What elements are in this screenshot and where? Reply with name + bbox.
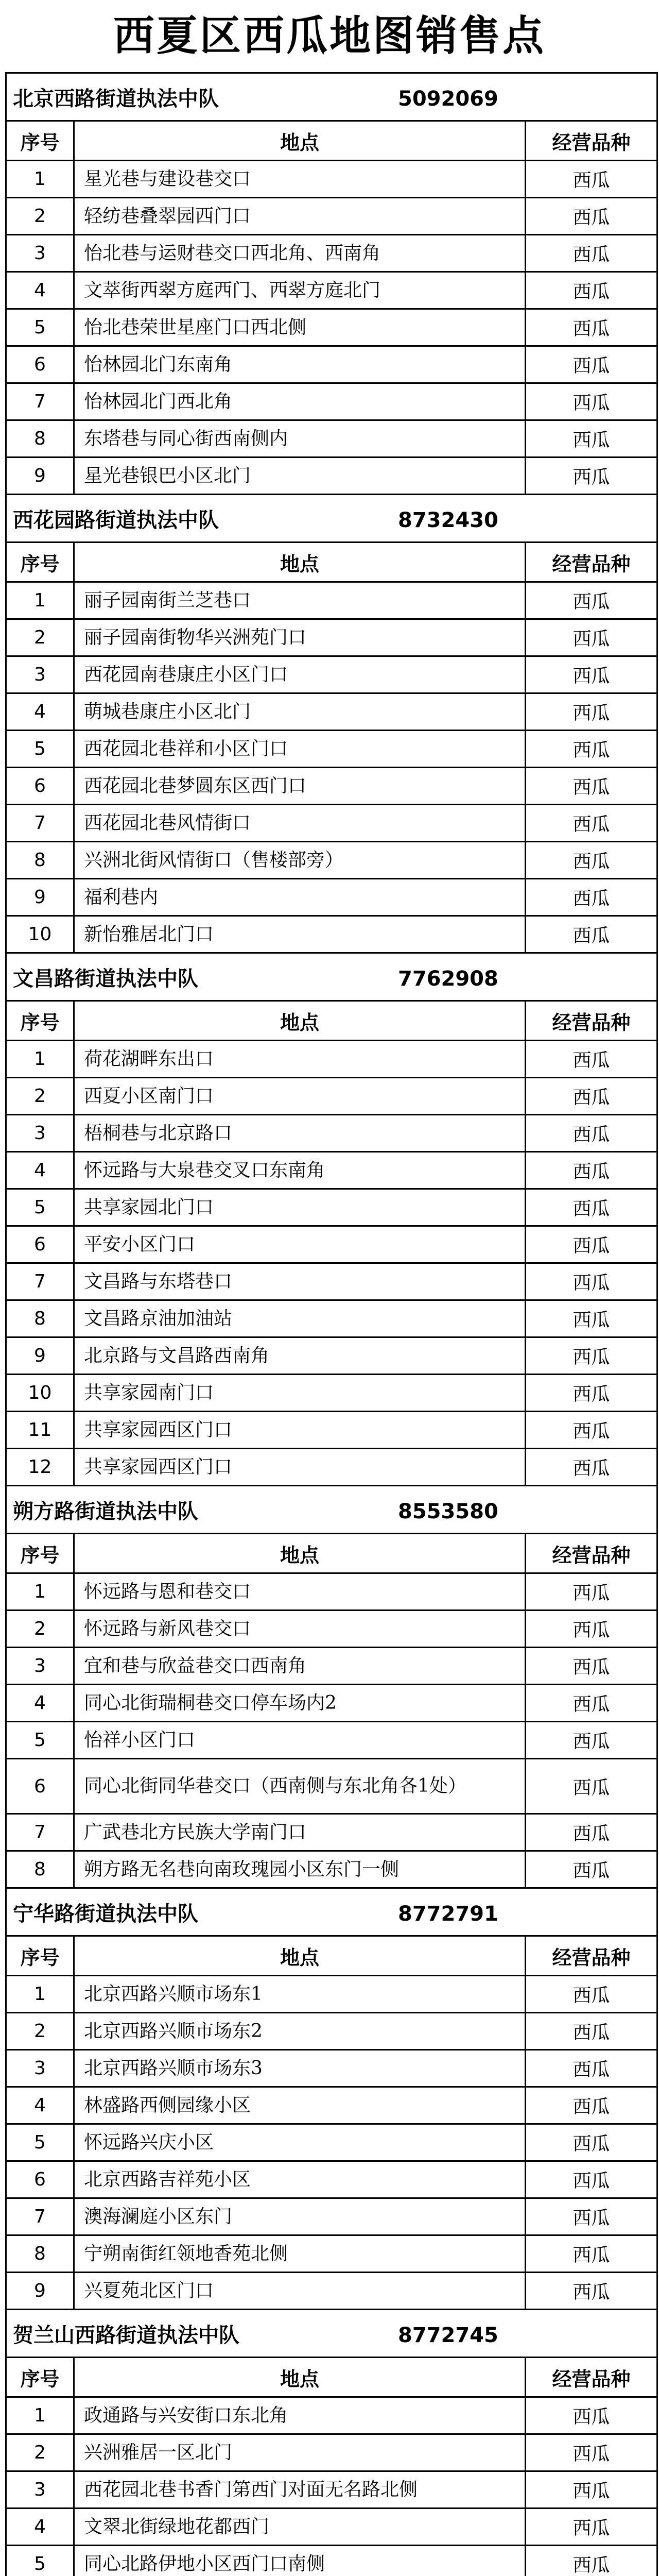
row-category: 西瓜 <box>526 1722 657 1759</box>
column-header-row <box>6 2358 657 2397</box>
table-row <box>6 619 657 656</box>
section-phone: 8732430 <box>398 508 498 532</box>
table-row <box>6 805 657 842</box>
column-header-index: 序号 <box>6 543 74 582</box>
table-row <box>6 2235 657 2273</box>
table-row <box>6 2198 657 2235</box>
row-index: 10 <box>6 916 74 953</box>
row-category: 西瓜 <box>526 1759 657 1814</box>
section-header-row <box>6 73 657 121</box>
table-row <box>6 2087 657 2124</box>
row-index: 1 <box>6 2397 74 2434</box>
row-location: 西花园北巷书香门第西门对面无名路北侧 <box>74 2471 526 2509</box>
row-index: 9 <box>6 2273 74 2310</box>
row-location: 西花园北巷风情街口 <box>74 805 526 842</box>
table-row <box>6 1449 657 1486</box>
row-location: 怀远路兴庆小区 <box>74 2124 526 2161</box>
row-index: 6 <box>6 2161 74 2198</box>
column-header-index: 序号 <box>6 1001 74 1041</box>
table-row <box>6 731 657 768</box>
row-category: 西瓜 <box>526 2273 657 2310</box>
row-category: 西瓜 <box>526 1814 657 1851</box>
row-location: 福利巷内 <box>74 879 526 916</box>
column-header-row <box>6 1534 657 1573</box>
row-category: 西瓜 <box>526 2087 657 2124</box>
table-row <box>6 1300 657 1337</box>
column-header-location: 地点 <box>74 543 526 582</box>
section-header-row <box>6 1486 657 1534</box>
table-row <box>6 842 657 879</box>
row-index: 3 <box>6 1648 74 1685</box>
row-category: 西瓜 <box>526 1412 657 1449</box>
row-index: 11 <box>6 1412 74 1449</box>
row-category: 西瓜 <box>526 916 657 953</box>
row-index: 1 <box>6 1573 74 1611</box>
row-category: 西瓜 <box>526 1263 657 1300</box>
section-header <box>6 495 657 543</box>
row-location: 西夏小区南门口 <box>74 1078 526 1115</box>
row-index: 5 <box>6 2546 74 2576</box>
row-location: 共享家园西区门口 <box>74 1412 526 1449</box>
row-location: 文昌路与东塔巷口 <box>74 1263 526 1300</box>
row-category: 西瓜 <box>526 1449 657 1486</box>
table-row <box>6 1685 657 1722</box>
row-index: 7 <box>6 1814 74 1851</box>
row-location: 东塔巷与同心街西南侧内 <box>74 420 526 457</box>
section-phone: 8772791 <box>398 1902 498 1926</box>
row-category: 西瓜 <box>526 879 657 916</box>
row-category: 西瓜 <box>526 457 657 495</box>
row-location: 丽子园南街兰芝巷口 <box>74 582 526 619</box>
row-location: 共享家园南门口 <box>74 1375 526 1412</box>
section-header-row <box>6 953 657 1001</box>
table-row <box>6 198 657 235</box>
table-row <box>6 768 657 805</box>
row-category: 西瓜 <box>526 842 657 879</box>
row-location: 朔方路无名巷向南玫瑰园小区东门一侧 <box>74 1851 526 1888</box>
row-location: 澳海澜庭小区东门 <box>74 2198 526 2235</box>
row-location: 北京西路兴顺市场东3 <box>74 2050 526 2087</box>
row-index: 7 <box>6 1263 74 1300</box>
row-index: 8 <box>6 1851 74 1888</box>
column-header-index: 序号 <box>6 1936 74 1976</box>
row-index: 4 <box>6 2509 74 2546</box>
row-location: 星光巷银巴小区北门 <box>74 457 526 495</box>
row-location: 怡林园北门东南角 <box>74 346 526 383</box>
row-index: 1 <box>6 1041 74 1078</box>
section-header <box>6 2310 657 2358</box>
row-location: 文萃街西翠方庭西门、西翠方庭北门 <box>74 272 526 309</box>
table-row <box>6 309 657 346</box>
row-location: 兴洲北街风情街口（售楼部旁） <box>74 842 526 879</box>
row-index: 4 <box>6 272 74 309</box>
section-header-row <box>6 1888 657 1936</box>
row-location: 怡北巷与运财巷交口西北角、西南角 <box>74 235 526 272</box>
row-location: 政通路与兴安街口东北角 <box>74 2397 526 2434</box>
row-category: 西瓜 <box>526 1152 657 1189</box>
table-body <box>6 73 657 2576</box>
row-category: 西瓜 <box>526 656 657 693</box>
section-name: 西花园路街道执法中队 <box>13 508 219 532</box>
row-index: 6 <box>6 1759 74 1814</box>
table-row <box>6 693 657 731</box>
table-row <box>6 1814 657 1851</box>
row-location: 新怡雅居北门口 <box>74 916 526 953</box>
row-category: 西瓜 <box>526 1573 657 1611</box>
row-category: 西瓜 <box>526 768 657 805</box>
row-category: 西瓜 <box>526 1375 657 1412</box>
table-row <box>6 2509 657 2546</box>
row-index: 6 <box>6 1226 74 1263</box>
row-index: 7 <box>6 805 74 842</box>
table-row <box>6 879 657 916</box>
row-location: 萌城巷康庄小区北门 <box>74 693 526 731</box>
row-location: 西花园北巷梦圆东区西门口 <box>74 768 526 805</box>
row-category: 西瓜 <box>526 2161 657 2198</box>
row-index: 2 <box>6 2434 74 2471</box>
table-row <box>6 1041 657 1078</box>
table-row <box>6 1263 657 1300</box>
table-row <box>6 1722 657 1759</box>
column-header-location: 地点 <box>74 1001 526 1041</box>
row-location: 共享家园西区门口 <box>74 1449 526 1486</box>
row-category: 西瓜 <box>526 1685 657 1722</box>
row-index: 3 <box>6 1115 74 1152</box>
row-location: 同心北街同华巷交口（西南侧与东北角各1处） <box>74 1759 526 1814</box>
table-row <box>6 1115 657 1152</box>
table-row <box>6 2397 657 2434</box>
row-category: 西瓜 <box>526 2013 657 2050</box>
row-index: 2 <box>6 1078 74 1115</box>
row-category: 西瓜 <box>526 2509 657 2546</box>
row-location: 怡祥小区门口 <box>74 1722 526 1759</box>
table-row <box>6 1851 657 1888</box>
row-index: 8 <box>6 1300 74 1337</box>
row-index: 6 <box>6 768 74 805</box>
table-row <box>6 1078 657 1115</box>
row-location: 怀远路与新风巷交口 <box>74 1611 526 1648</box>
row-index: 1 <box>6 582 74 619</box>
row-category: 西瓜 <box>526 2050 657 2087</box>
table-row <box>6 420 657 457</box>
row-location: 平安小区门口 <box>74 1226 526 1263</box>
row-category: 西瓜 <box>526 2235 657 2273</box>
column-header-category: 经营品种 <box>526 2358 657 2397</box>
table-row <box>6 582 657 619</box>
row-index: 3 <box>6 656 74 693</box>
sales-points-table <box>5 72 658 2576</box>
row-location: 轻纺巷叠翠园西门口 <box>74 198 526 235</box>
row-category: 西瓜 <box>526 2124 657 2161</box>
row-location: 星光巷与建设巷交口 <box>74 161 526 198</box>
row-location: 同心北街瑞桐巷交口停车场内2 <box>74 1685 526 1722</box>
row-category: 西瓜 <box>526 235 657 272</box>
table-row <box>6 2273 657 2310</box>
table-row <box>6 346 657 383</box>
row-category: 西瓜 <box>526 619 657 656</box>
row-index: 2 <box>6 619 74 656</box>
column-header-category: 经营品种 <box>526 1534 657 1573</box>
section-header <box>6 73 657 121</box>
column-header-category: 经营品种 <box>526 543 657 582</box>
table-row <box>6 2124 657 2161</box>
row-index: 1 <box>6 1976 74 2013</box>
table-row <box>6 2161 657 2198</box>
row-category: 西瓜 <box>526 693 657 731</box>
row-index: 3 <box>6 2050 74 2087</box>
section-name: 朔方路街道执法中队 <box>13 1499 198 1523</box>
row-location: 兴洲雅居一区北门 <box>74 2434 526 2471</box>
row-location: 文昌路京油加油站 <box>74 1300 526 1337</box>
row-index: 5 <box>6 1189 74 1226</box>
row-index: 5 <box>6 731 74 768</box>
row-category: 西瓜 <box>526 1115 657 1152</box>
row-category: 西瓜 <box>526 1611 657 1648</box>
row-index: 8 <box>6 2235 74 2273</box>
section-name: 宁华路街道执法中队 <box>13 1902 198 1926</box>
column-header-location: 地点 <box>74 2358 526 2397</box>
row-index: 12 <box>6 1449 74 1486</box>
row-category: 西瓜 <box>526 805 657 842</box>
row-category: 西瓜 <box>526 1337 657 1375</box>
row-index: 1 <box>6 161 74 198</box>
row-category: 西瓜 <box>526 582 657 619</box>
row-location: 林盛路西侧园缘小区 <box>74 2087 526 2124</box>
section-phone: 8553580 <box>398 1499 498 1523</box>
column-header-location: 地点 <box>74 1534 526 1573</box>
row-category: 西瓜 <box>526 1851 657 1888</box>
row-category: 西瓜 <box>526 1078 657 1115</box>
row-category: 西瓜 <box>526 731 657 768</box>
section-name: 文昌路街道执法中队 <box>13 967 198 991</box>
row-index: 4 <box>6 693 74 731</box>
row-category: 西瓜 <box>526 1976 657 2013</box>
table-row <box>6 1573 657 1611</box>
row-location: 宜和巷与欣益巷交口西南角 <box>74 1648 526 1685</box>
row-location: 广武巷北方民族大学南门口 <box>74 1814 526 1851</box>
row-location: 北京西路兴顺市场东2 <box>74 2013 526 2050</box>
column-header-index: 序号 <box>6 1534 74 1573</box>
row-index: 7 <box>6 2198 74 2235</box>
row-location: 怀远路与恩和巷交口 <box>74 1573 526 1611</box>
section-name: 贺兰山西路街道执法中队 <box>13 2323 239 2347</box>
row-location: 北京西路兴顺市场东1 <box>74 1976 526 2013</box>
row-location: 宁朔南街红领地香苑北侧 <box>74 2235 526 2273</box>
column-header-index: 序号 <box>6 2358 74 2397</box>
column-header-location: 地点 <box>74 121 526 161</box>
row-index: 2 <box>6 1611 74 1648</box>
table-row <box>6 2471 657 2509</box>
row-category: 西瓜 <box>526 161 657 198</box>
section-phone: 5092069 <box>398 87 498 111</box>
row-index: 3 <box>6 235 74 272</box>
row-category: 西瓜 <box>526 1189 657 1226</box>
table-row <box>6 2434 657 2471</box>
row-location: 同心北路伊地小区西门口南侧 <box>74 2546 526 2576</box>
row-category: 西瓜 <box>526 1226 657 1263</box>
row-index: 8 <box>6 420 74 457</box>
row-location: 怡林园北门西北角 <box>74 383 526 420</box>
row-index: 4 <box>6 1152 74 1189</box>
table-row <box>6 383 657 420</box>
table-row <box>6 1611 657 1648</box>
row-index: 10 <box>6 1375 74 1412</box>
row-location: 丽子园南街物华兴洲苑门口 <box>74 619 526 656</box>
table-row <box>6 656 657 693</box>
column-header-row <box>6 1936 657 1976</box>
section-header-row <box>6 495 657 543</box>
table-row <box>6 1226 657 1263</box>
section-header <box>6 1888 657 1936</box>
row-index: 2 <box>6 2013 74 2050</box>
column-header-category: 经营品种 <box>526 1936 657 1976</box>
column-header-category: 经营品种 <box>526 121 657 161</box>
column-header-row <box>6 1001 657 1041</box>
row-index: 4 <box>6 1685 74 1722</box>
column-header-index: 序号 <box>6 121 74 161</box>
row-category: 西瓜 <box>526 1300 657 1337</box>
column-header-row <box>6 121 657 161</box>
table-row <box>6 1648 657 1685</box>
table-row <box>6 235 657 272</box>
row-category: 西瓜 <box>526 1041 657 1078</box>
row-index: 9 <box>6 1337 74 1375</box>
row-index: 6 <box>6 346 74 383</box>
row-location: 怡北巷荣世星座门口西北侧 <box>74 309 526 346</box>
table-row <box>6 1375 657 1412</box>
table-row <box>6 272 657 309</box>
row-category: 西瓜 <box>526 346 657 383</box>
row-index: 8 <box>6 842 74 879</box>
row-location: 兴夏苑北区门口 <box>74 2273 526 2310</box>
row-index: 9 <box>6 879 74 916</box>
row-index: 2 <box>6 198 74 235</box>
row-location: 西花园北巷祥和小区门口 <box>74 731 526 768</box>
row-index: 3 <box>6 2471 74 2509</box>
section-name: 北京西路街道执法中队 <box>13 87 219 111</box>
row-category: 西瓜 <box>526 2546 657 2576</box>
column-header-location: 地点 <box>74 1936 526 1976</box>
row-category: 西瓜 <box>526 1648 657 1685</box>
section-header <box>6 953 657 1001</box>
row-index: 5 <box>6 2124 74 2161</box>
section-header <box>6 1486 657 1534</box>
row-location: 北京西路吉祥苑小区 <box>74 2161 526 2198</box>
table-row <box>6 457 657 495</box>
row-category: 西瓜 <box>526 2198 657 2235</box>
row-category: 西瓜 <box>526 309 657 346</box>
column-header-row <box>6 543 657 582</box>
row-location: 文翠北街绿地花都西门 <box>74 2509 526 2546</box>
column-header-category: 经营品种 <box>526 1001 657 1041</box>
section-header-row <box>6 2310 657 2358</box>
table-row <box>6 2546 657 2576</box>
section-phone: 8772745 <box>398 2323 498 2347</box>
row-index: 5 <box>6 309 74 346</box>
row-category: 西瓜 <box>526 198 657 235</box>
table-row <box>6 1759 657 1814</box>
row-location: 北京路与文昌路西南角 <box>74 1337 526 1375</box>
row-location: 荷花湖畔东出口 <box>74 1041 526 1078</box>
table-row <box>6 2050 657 2087</box>
table-row <box>6 916 657 953</box>
row-category: 西瓜 <box>526 383 657 420</box>
table-row <box>6 1976 657 2013</box>
section-phone: 7762908 <box>398 967 498 991</box>
table-row <box>6 161 657 198</box>
table-row <box>6 1152 657 1189</box>
row-category: 西瓜 <box>526 2471 657 2509</box>
row-location: 共享家园北门口 <box>74 1189 526 1226</box>
row-location: 梧桐巷与北京路口 <box>74 1115 526 1152</box>
table-row <box>6 1412 657 1449</box>
row-category: 西瓜 <box>526 272 657 309</box>
row-category: 西瓜 <box>526 420 657 457</box>
row-category: 西瓜 <box>526 2434 657 2471</box>
table-row <box>6 1189 657 1226</box>
row-category: 西瓜 <box>526 2397 657 2434</box>
row-index: 5 <box>6 1722 74 1759</box>
page-title: 西夏区西瓜地图销售点 <box>113 12 546 60</box>
row-location: 西花园南巷康庄小区门口 <box>74 656 526 693</box>
table-row <box>6 1337 657 1375</box>
table-row <box>6 2013 657 2050</box>
row-location: 怀远路与大泉巷交叉口东南角 <box>74 1152 526 1189</box>
row-index: 7 <box>6 383 74 420</box>
row-index: 4 <box>6 2087 74 2124</box>
row-index: 9 <box>6 457 74 495</box>
